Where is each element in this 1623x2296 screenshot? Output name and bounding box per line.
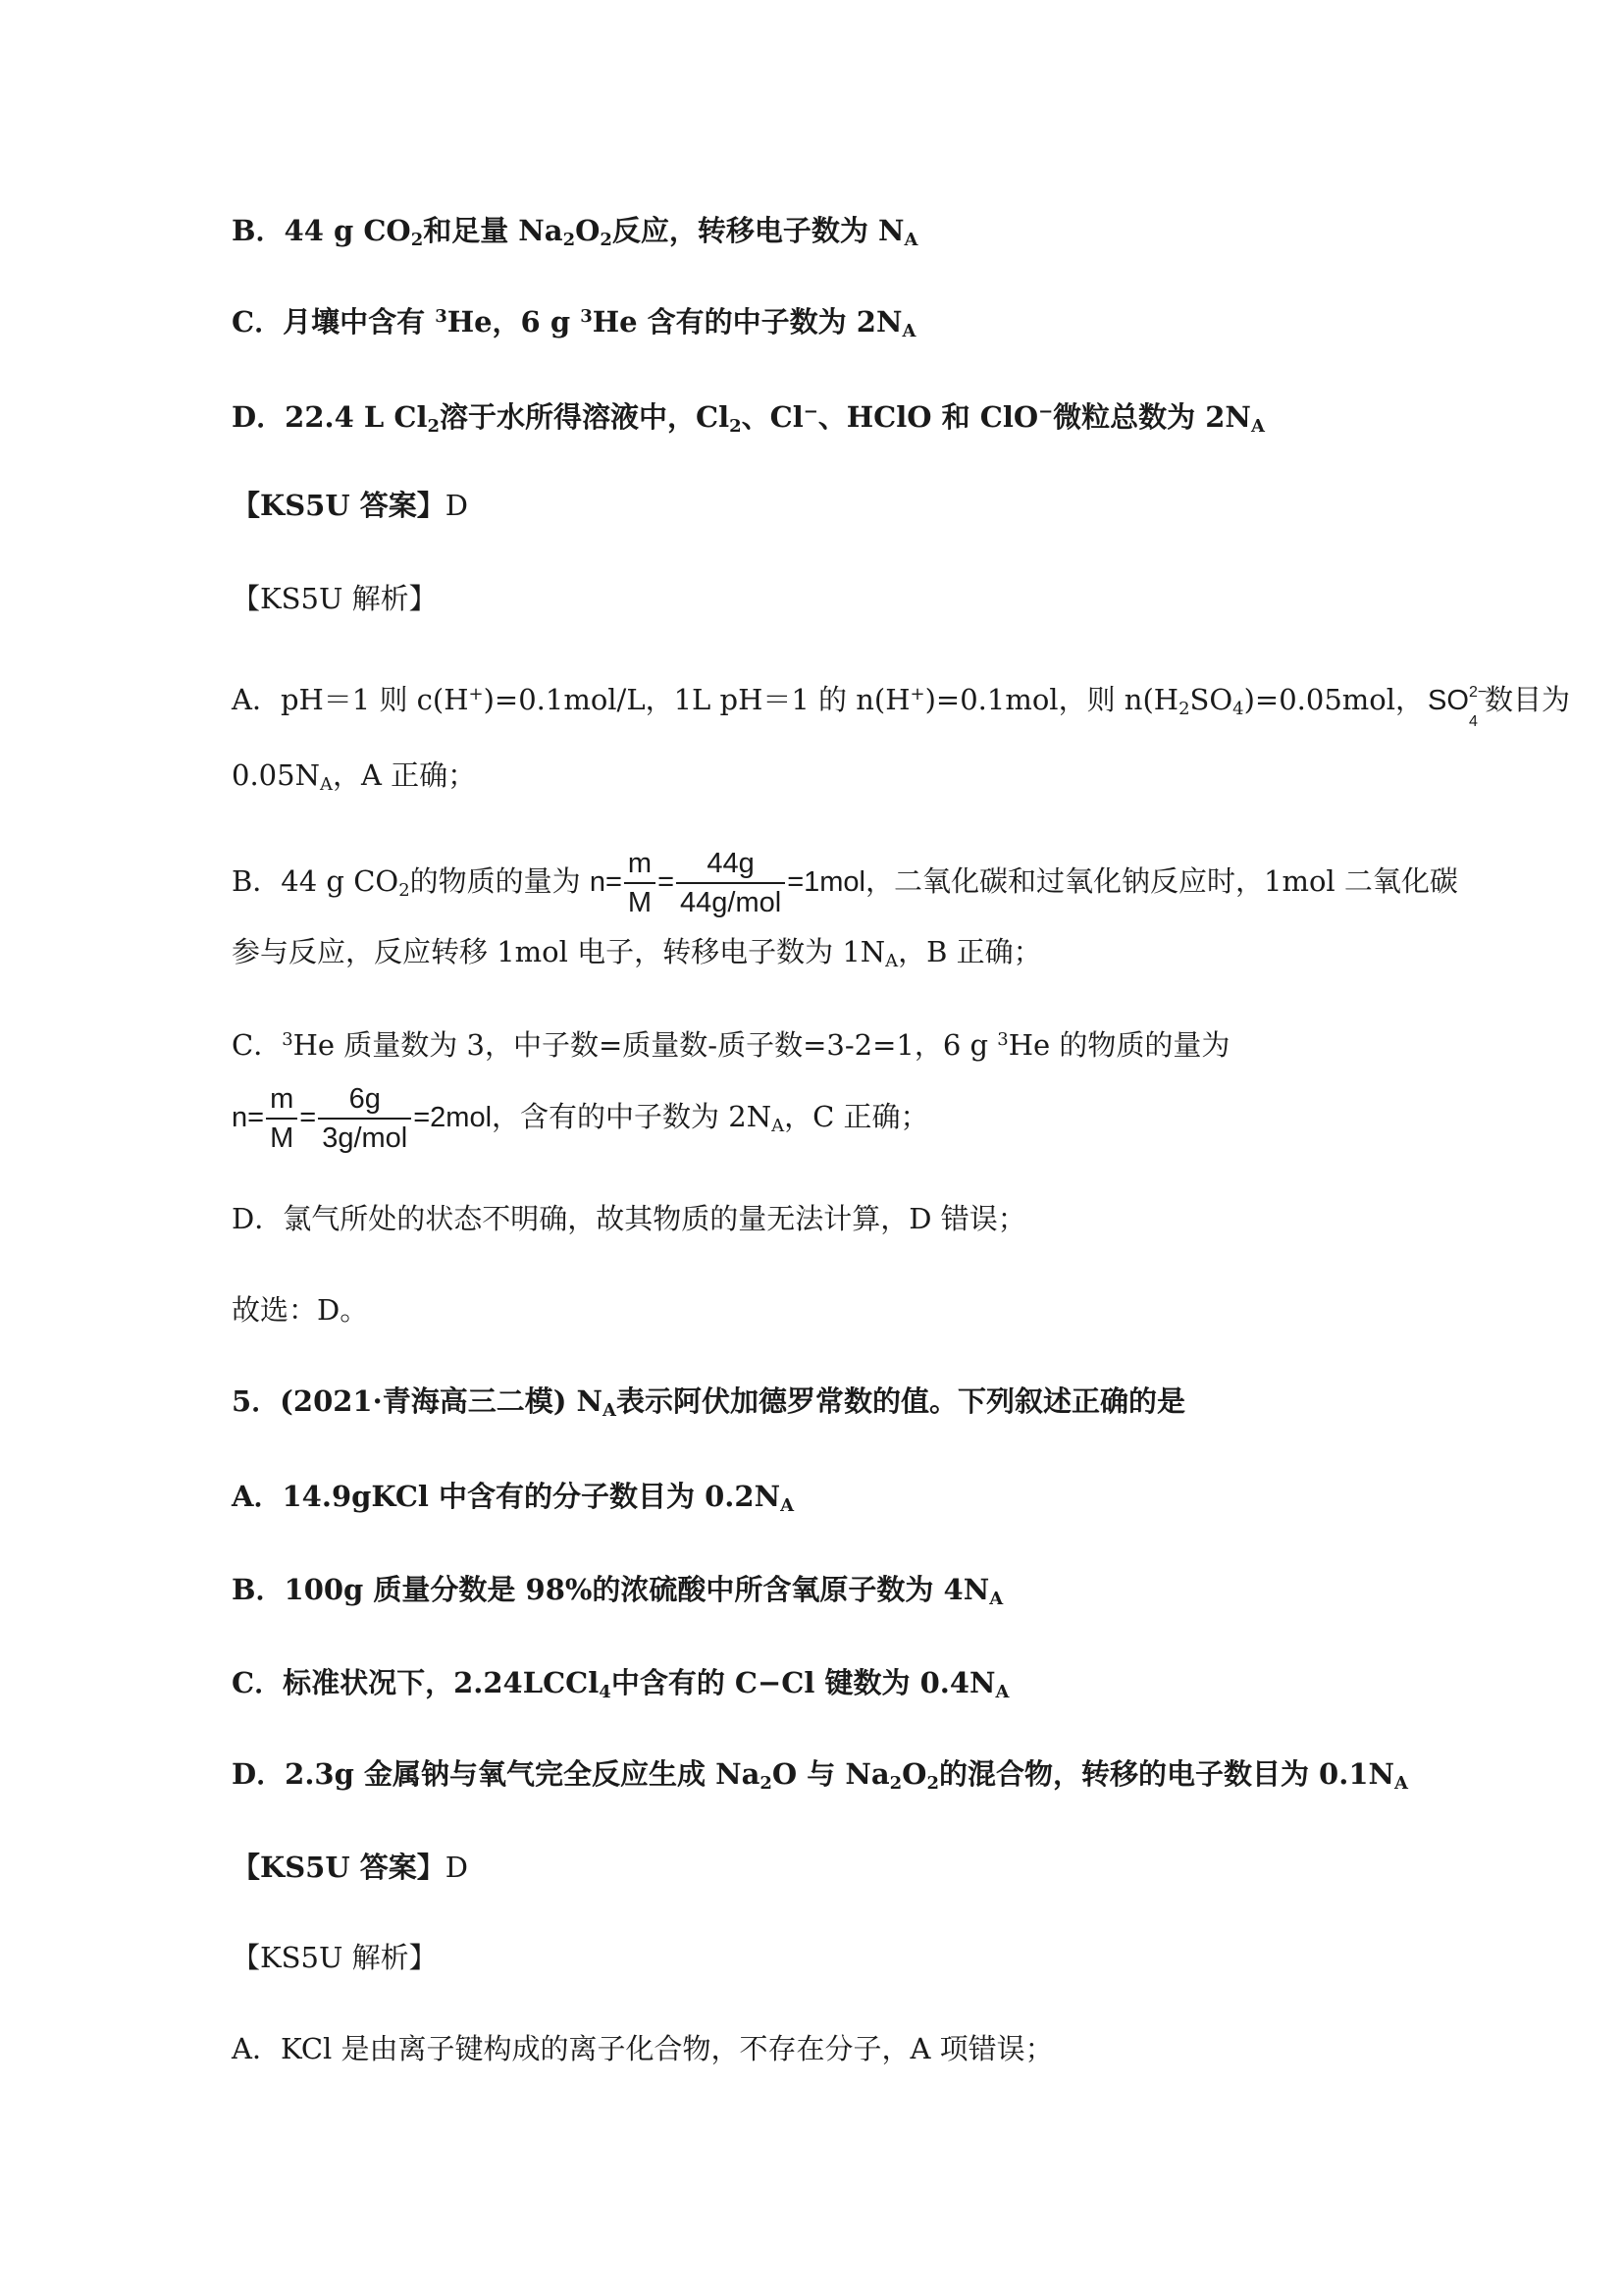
answer-value: D (445, 1851, 468, 1884)
fraction-44g-over-molar-mass: $\frac{44g}{\text{44g/mol}}$ (676, 845, 785, 921)
q5-option-c: C．标准状况下，2.24LCCl$_4$中含有的 C−Cl 键数为 $0.4N_A$ (232, 1666, 1010, 1703)
q5-answer (232, 1848, 468, 1887)
fraction-m-over-M: $\frac{m}{M}$ (624, 845, 655, 921)
q5-option-a: A．14.9gKCl 中含有的分子数目为 $0.2N_A$ (232, 1480, 795, 1517)
q4-analysis-tag: 【KS5U 解析】 (232, 582, 438, 615)
q5-analysis-tag: 【KS5U 解析】 (232, 1941, 438, 1974)
fraction-6g-over-molar-mass: $\frac{6g}{\text{3g/mol}}$ (318, 1080, 411, 1157)
q5-stem: 5．(2021·青海高三二模) $N_A$表示阿伏加德罗常数的值。下列叙述正确的是 (232, 1384, 1186, 1422)
answer-tag: 【KS5U 答案】 (232, 1851, 445, 1884)
sulfate-ion: SO 2− 4 (1428, 684, 1488, 730)
answer-value: D (445, 489, 468, 522)
q4-answer (232, 486, 468, 525)
q4-explanation-d: D．氯气所处的状态不明确，故其物质的量无法计算，D 错误； (232, 1202, 1026, 1235)
q4-explanation-b-line2: 参与反应，反应转移 1mol 电子，转移电子数为 $1N_A$，B 正确； (232, 935, 1042, 972)
q4-explanation-c-line2: n= $\frac{m}{M}$ = $\frac{6g}{\text{3g/mol}}$ =2mol，含有的中子数为 $2N_A$，C 正确； (232, 1077, 928, 1156)
q4-conclusion: 故选：D。 (232, 1293, 369, 1327)
q5-explanation-a: A．KCl 是由离子键构成的离子化合物，不存在分子，A 项错误； (232, 2032, 1054, 2065)
q4-option-d: D．22.4 L $Cl_2$溶于水所得溶液中，$Cl_2$、Cl−、HClO 和 ClO−微粒总数为 $2N_A$ (232, 400, 1265, 438)
q4-explanation-c-line1: C．$^3$He 质量数为 3，中子数=质量数-质子数=3-2=1，6 g $^3$He 的物质的量为 (232, 1028, 1230, 1062)
q4-explanation-a-line2: $0.05N_A$，A 正确； (232, 758, 477, 796)
q4-explanation-b-line1: B．44 g $CO_2$的物质的量为 n= $\frac{m}{M}$ = $\frac{44g}{\text{44g/mol}}$ =1mol，二氧化碳和过氧化钠反应时，1mol 二氧化碳 (232, 842, 1458, 920)
q4-explanation-a-line1: A．pH＝1 则 c(H+)=0.1mol/L，1L pH＝1 的 n(H+)=0.1mol，则 $n(H_2SO_4)=0.05mol$， SO 2− 4 数目为 (232, 683, 1570, 730)
answer-tag: 【KS5U 答案】 (232, 489, 445, 522)
q5-option-d: D．2.3g 金属钠与氧气完全反应生成 $Na_2O$ 与 $Na_2O_2$的混合物，转移的电子数目为 $0.1N_A$ (232, 1757, 1408, 1795)
q4-option-c: C．月壤中含有 $^3$He，6 g $^3$He 含有的中子数为 $2N_A$ (232, 305, 916, 342)
q4-option-b: B．44 g $CO_2$和足量 $Na_2O_2$反应，转移电子数为 $N_A$ (232, 214, 918, 251)
q5-option-b: B．100g 质量分数是 98%的浓硫酸中所含氧原子数为 $4N_A$ (232, 1573, 1004, 1610)
fraction-m-over-M: $\frac{m}{M}$ (266, 1080, 297, 1157)
